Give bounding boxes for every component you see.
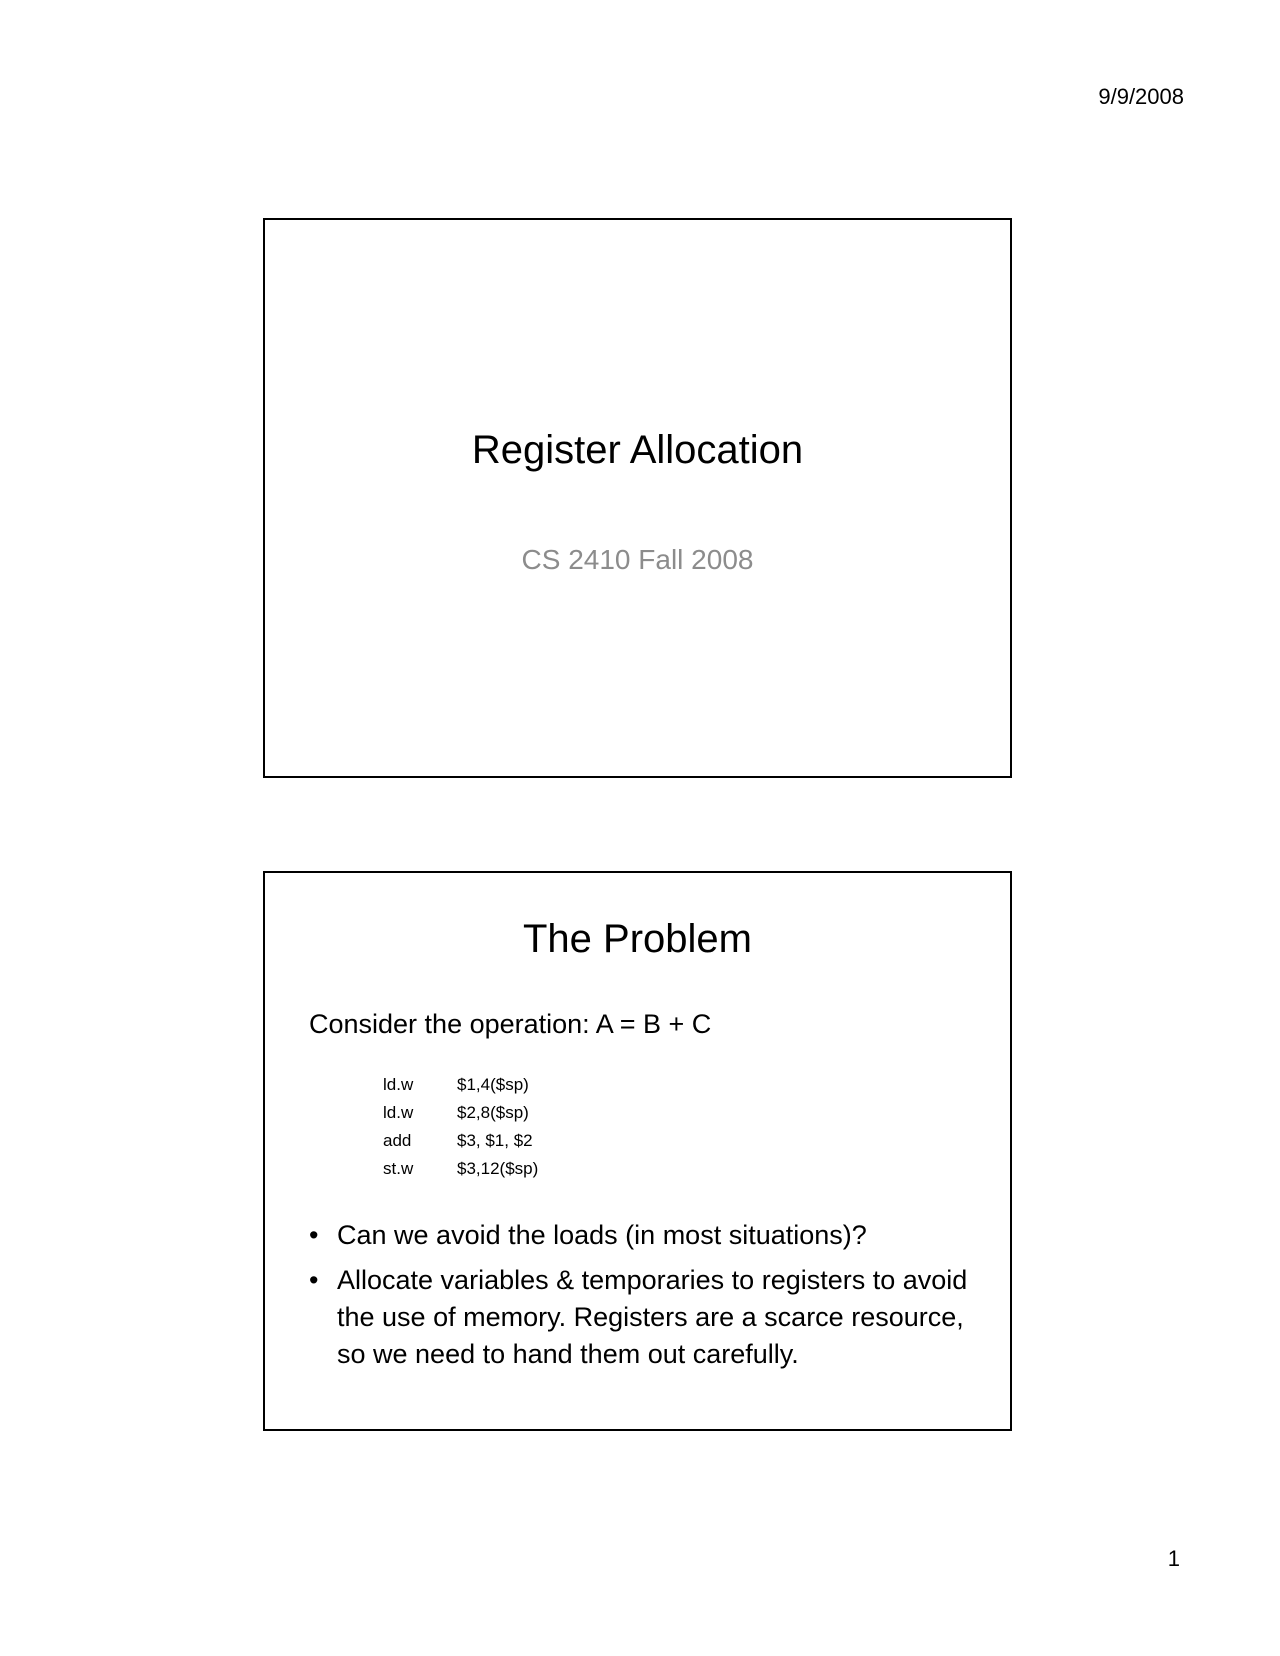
bullet-item [309,1262,989,1373]
code-line [383,1127,538,1155]
page-date: 9/9/2008 [1098,84,1184,109]
code-operands: $2,8($sp) [457,1103,529,1122]
page-number: 1 [1167,1546,1180,1571]
slide-1-title: Register Allocation [471,428,804,472]
slide-title [263,218,1012,778]
code-line [383,1071,538,1099]
code-operands: $3,12($sp) [457,1159,539,1178]
code-operands: $1,4($sp) [457,1075,529,1094]
assembly-code-block [383,1071,538,1183]
bullet-marker: • [309,1220,319,1250]
slide-1-subtitle: CS 2410 Fall 2008 [521,544,754,575]
code-line [383,1099,538,1127]
code-opcode: ld.w [383,1103,414,1122]
slide-2-title: The Problem [523,917,752,961]
slide-2-intro: Consider the operation: A = B + C [309,1009,712,1039]
bullet-list [309,1217,989,1381]
bullet-text: Allocate variables & temporaries to registers to avoid the use of memory. Registers are a scarce resource, so we need to hand them out carefully. [337,1265,968,1369]
code-line [383,1155,538,1183]
slide-problem [263,871,1012,1431]
code-opcode: add [383,1131,412,1150]
bullet-marker: • [309,1265,319,1295]
code-opcode: st.w [383,1159,414,1178]
code-opcode: ld.w [383,1075,414,1094]
bullet-text: Can we avoid the loads (in most situations)? [337,1220,867,1250]
bullet-item [309,1217,989,1254]
code-operands: $3, $1, $2 [457,1131,533,1150]
